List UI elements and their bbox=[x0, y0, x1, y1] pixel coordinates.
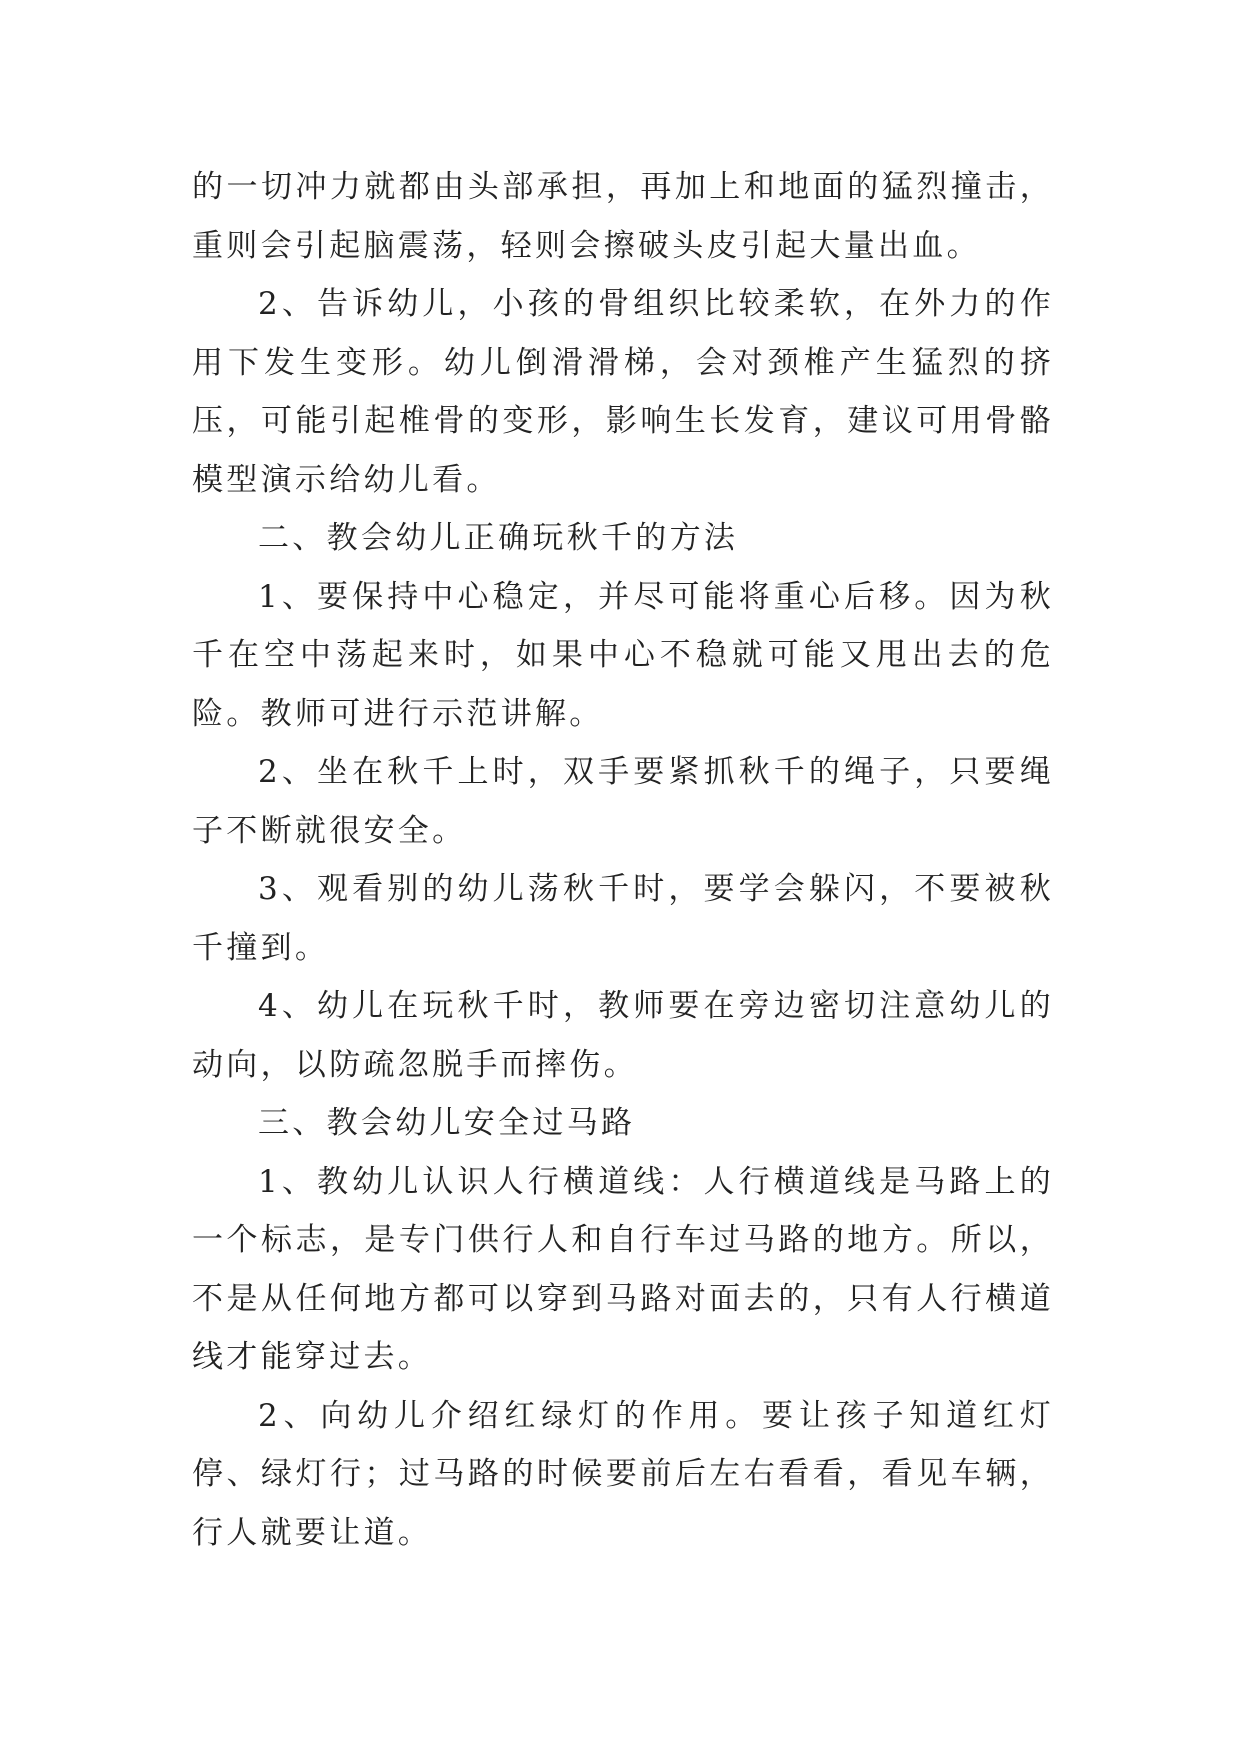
paragraph-continuation: 的一切冲力就都由头部承担，再加上和地面的猛烈撞击，重则会引起脑震荡，轻则会擦破头皮引起大量出血。 bbox=[192, 169, 1054, 264]
paragraph-slide-item-2: 2、告诉幼儿，小孩的骨组织比较柔软，在外力的作用下发生变形。幼儿倒滑滑梯，会对颈椎产生猛烈的挤压，可能引起椎骨的变形，影响生长发育，建议可用骨骼模型演示给幼儿看。 bbox=[192, 286, 1054, 498]
paragraph-swing-item-4: 4、幼儿在玩秋千时，教师要在旁边密切注意幼儿的动向，以防疏忽脱手而摔伤。 bbox=[192, 988, 1054, 1083]
section-heading-swing: 二、教会幼儿正确玩秋千的方法 bbox=[258, 520, 739, 556]
paragraph-road-item-1: 1、教幼儿认识人行横道线：人行横道线是马路上的一个标志，是专门供行人和自行车过马路的地方。所以，不是从任何地方都可以穿到马路对面去的，只有人行横道线才能穿过去。 bbox=[192, 1163, 1054, 1375]
paragraph-swing-item-1: 1、要保持中心稳定，并尽可能将重心后移。因为秋千在空中荡起来时，如果中心不稳就可能又甩出去的危险。教师可进行示范讲解。 bbox=[192, 578, 1054, 732]
paragraph-swing-item-2: 2、坐在秋千上时，双手要紧抓秋千的绳子，只要绳子不断就很安全。 bbox=[192, 754, 1054, 849]
paragraph-swing-item-3: 3、观看别的幼儿荡秋千时，要学会躲闪，不要被秋千撞到。 bbox=[192, 871, 1054, 966]
paragraph-road-item-2: 2、向幼儿介绍红绿灯的作用。要让孩子知道红灯停、绿灯行；过马路的时候要前后左右看看，看见车辆，行人就要让道。 bbox=[192, 1397, 1054, 1551]
section-heading-road: 三、教会幼儿安全过马路 bbox=[258, 1105, 636, 1141]
document-body bbox=[192, 158, 1054, 1562]
